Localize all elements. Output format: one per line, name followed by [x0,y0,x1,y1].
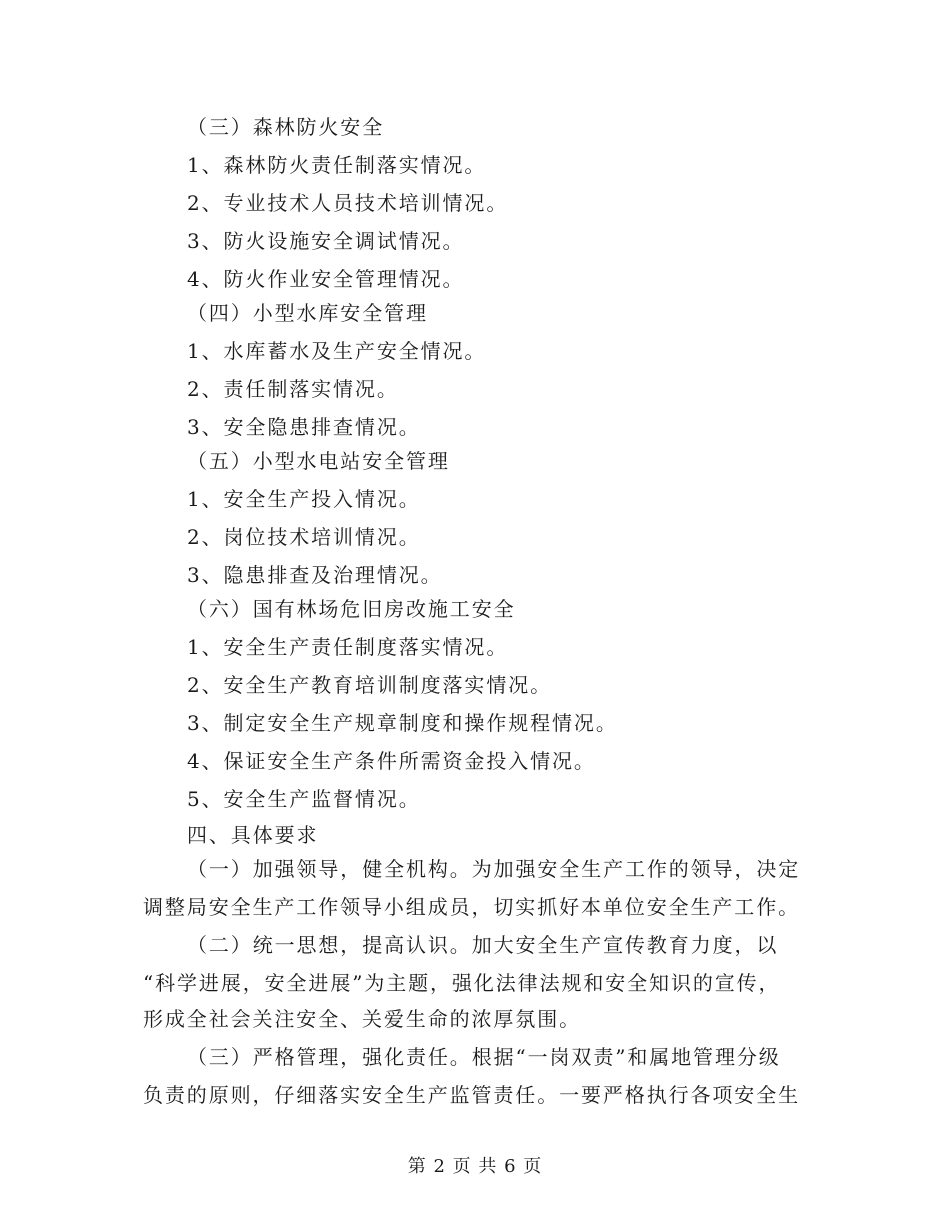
list-item: 5、安全生产监督情况。 [187,787,421,811]
list-item: 3、防火设施安全调试情况。 [187,229,465,253]
list-item: 1、森林防火责任制落实情况。 [187,153,487,177]
list-item: 2、责任制落实情况。 [187,377,399,401]
list-item: 1、安全生产责任制度落实情况。 [187,635,509,659]
list-item: 1、水库蓄水及生产安全情况。 [187,339,487,363]
list-item: 4、防火作业安全管理情况。 [187,267,465,291]
section-heading-forest-fire: （三）森林防火安全 [187,115,385,139]
section-heading-reservoir: （四）小型水库安全管理 [187,301,428,325]
page-number-footer: 第 2 页 共 6 页 [407,1156,543,1177]
list-item: 3、制定安全生产规章制度和操作规程情况。 [187,711,618,735]
section-heading-forest-farm: （六）国有林场危旧房改施工安全 [187,597,516,621]
list-item: 3、安全隐患排查情况。 [187,415,421,439]
list-item: 2、岗位技术培训情况。 [187,525,421,549]
list-item: 3、隐患排查及治理情况。 [187,563,443,587]
paragraph-line: 调整局安全生产工作领导小组成员，切实抓好本单位安全生产工作。 [143,895,800,919]
list-item: 2、专业技术人员技术培训情况。 [187,191,509,215]
section-heading-hydropower: （五）小型水电站安全管理 [187,449,450,473]
paragraph-line: （一）加强领导，健全机构。为加强安全生产工作的领导，决定 [187,857,801,881]
list-item: 4、保证安全生产条件所需资金投入情况。 [187,749,596,773]
paragraph-line: “科学进展，安全进展”为主题，强化法律法规和安全知识的宣传， [143,971,781,995]
paragraph-line: （二）统一思想，提高认识。加大安全生产宣传教育力度，以 [187,933,779,957]
section-heading-requirements: 四、具体要求 [187,823,319,847]
list-item: 1、安全生产投入情况。 [187,487,421,511]
paragraph-line: （三）严格管理，强化责任。根据“一岗双责”和属地管理分级 [187,1045,781,1069]
paragraph-line: 负责的原则，仔细落实安全生产监管责任。一要严格执行各项安全生 [143,1083,800,1107]
list-item: 2、安全生产教育培训制度落实情况。 [187,673,553,697]
paragraph-line: 形成全社会关注安全、关爱生命的浓厚氛围。 [143,1007,581,1031]
